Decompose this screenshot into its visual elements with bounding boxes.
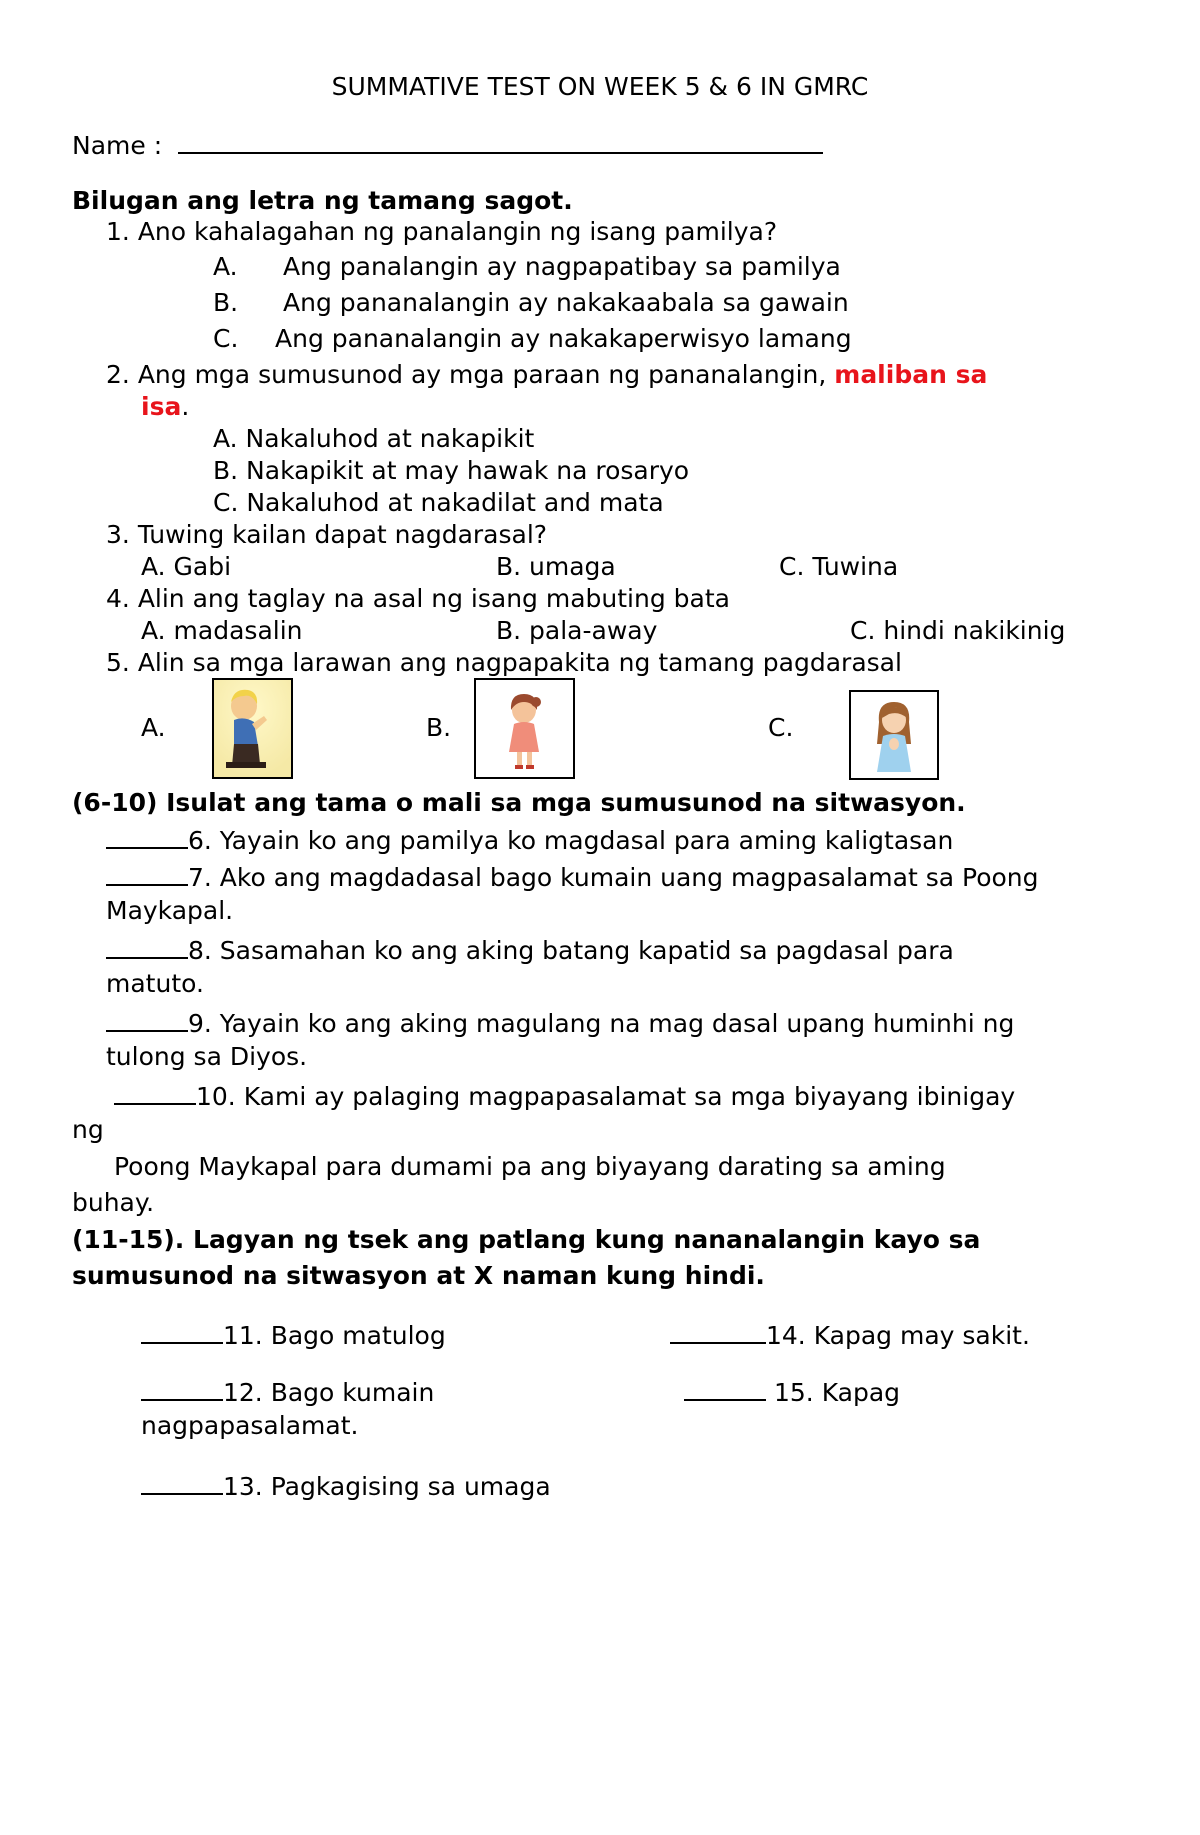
- q3-choice-a[interactable]: A. Gabi: [141, 552, 232, 581]
- item-8-text: 8. Sasamahan ko ang aking batang kapatid sa pagdasal para: [188, 936, 954, 965]
- item-9: [106, 1006, 1014, 1039]
- q2-continuation: [141, 392, 189, 422]
- part3-instruction-line2: sumusunod na sitwasyon at X naman kung hindi.: [72, 1261, 765, 1290]
- check-blank-12[interactable]: [141, 1375, 223, 1401]
- girl-praying-image[interactable]: [849, 690, 939, 780]
- item-6: [106, 823, 953, 856]
- item-15-text: 15. Kapag: [774, 1378, 901, 1407]
- q2-period: .: [181, 392, 190, 421]
- name-label: Name :: [72, 131, 163, 160]
- item-11-text: 11. Bago matulog: [223, 1321, 446, 1350]
- check-blank-14[interactable]: [670, 1318, 766, 1344]
- q1-choice-b[interactable]: [213, 288, 849, 318]
- item-8: [106, 933, 954, 966]
- name-field[interactable]: [178, 128, 823, 154]
- q1-choice-c-letter: C.: [213, 324, 239, 353]
- q1-text: Ano kahalagahan ng panalangin ng isang pamilya?: [137, 217, 778, 246]
- item-7-cont: Maykapal.: [106, 896, 234, 925]
- item-14: [670, 1318, 1030, 1351]
- q3-text: Tuwing kailan dapat nagdarasal?: [137, 520, 548, 549]
- q2-choice-a[interactable]: A. Nakaluhod at nakapikit: [213, 424, 535, 453]
- item-15: [684, 1375, 900, 1408]
- question-3: [106, 520, 547, 550]
- item-10-cont-2: Poong Maykapal para dumami pa ang biyayang darating sa aming: [114, 1152, 946, 1181]
- q1-choice-b-text: Ang pananalangin ay nakakaabala sa gawain: [283, 288, 849, 317]
- q2-text: Ang mga sumusunod ay mga paraan ng pananalangin,: [137, 360, 827, 389]
- q1-choice-a-text: Ang panalangin ay nagpapatibay sa pamilya: [283, 252, 841, 281]
- q4-choice-c[interactable]: C. hindi nakikinig: [850, 616, 1066, 645]
- q2-emphasis: maliban sa: [834, 360, 988, 389]
- answer-blank-7[interactable]: [106, 860, 188, 886]
- answer-blank-8[interactable]: [106, 933, 188, 959]
- item-13: [141, 1469, 551, 1502]
- check-blank-13[interactable]: [141, 1469, 223, 1495]
- q2-emphasis-cont: isa: [141, 392, 182, 421]
- q5-text: Alin sa mga larawan ang nagpapakita ng tamang pagdarasal: [137, 648, 902, 677]
- q4-choice-a[interactable]: A. madasalin: [141, 616, 303, 645]
- q5-choice-c[interactable]: C.: [768, 713, 794, 742]
- q5-choice-b[interactable]: B.: [426, 713, 452, 742]
- item-6-text: 6. Yayain ko ang pamilya ko magdasal para aming kaligtasan: [188, 826, 954, 855]
- question-1: [106, 217, 777, 247]
- item-10-text: 10. Kami ay palaging magpapasalamat sa mga biyayang ibinigay: [196, 1082, 1016, 1111]
- q3-choice-c[interactable]: C. Tuwina: [779, 552, 899, 581]
- q2-choice-b[interactable]: B. Nakapikit at may hawak na rosaryo: [213, 456, 690, 485]
- name-row: [72, 128, 823, 161]
- q5-number: 5.: [106, 648, 130, 677]
- q2-number: 2.: [106, 360, 130, 389]
- q1-choice-c[interactable]: [213, 324, 852, 354]
- item-14-text: 14. Kapag may sakit.: [766, 1321, 1030, 1350]
- page-title: SUMMATIVE TEST ON WEEK 5 & 6 IN GMRC: [331, 72, 869, 101]
- girl-standing-image[interactable]: [474, 678, 575, 779]
- item-8-cont: matuto.: [106, 969, 204, 998]
- item-10: [114, 1079, 1015, 1112]
- q3-choice-b[interactable]: B. umaga: [496, 552, 616, 581]
- check-blank-15[interactable]: [684, 1375, 766, 1401]
- item-13-text: 13. Pagkagising sa umaga: [223, 1472, 551, 1501]
- question-2: [106, 360, 987, 390]
- answer-blank-9[interactable]: [106, 1006, 188, 1032]
- item-12: [141, 1375, 434, 1408]
- item-9-cont: tulong sa Diyos.: [106, 1042, 308, 1071]
- part1-instruction: Bilugan ang letra ng tamang sagot.: [72, 186, 573, 215]
- q3-number: 3.: [106, 520, 130, 549]
- child-praying-kneeling-image[interactable]: [212, 678, 293, 779]
- item-9-text: 9. Yayain ko ang aking magulang na mag dasal upang huminhi ng: [188, 1009, 1015, 1038]
- item-10-cont-3: buhay.: [72, 1188, 155, 1217]
- q4-text: Alin ang taglay na asal ng isang mabuting bata: [137, 584, 730, 613]
- q1-choice-a[interactable]: [213, 252, 841, 282]
- answer-blank-10[interactable]: [114, 1079, 196, 1105]
- item-11: [141, 1318, 446, 1351]
- item-12-text: 12. Bago kumain: [223, 1378, 435, 1407]
- question-4: [106, 584, 730, 614]
- q2-choice-c[interactable]: C. Nakaluhod at nakadilat and mata: [213, 488, 664, 517]
- question-5: [106, 648, 902, 678]
- part2-instruction: (6-10) Isulat ang tama o mali sa mga sumusunod na sitwasyon.: [72, 788, 966, 817]
- q4-number: 4.: [106, 584, 130, 613]
- item-15-cont: nagpapasalamat.: [141, 1411, 359, 1440]
- q1-choice-c-text: Ang pananalangin ay nakakaperwisyo lamang: [275, 324, 852, 353]
- q1-number: 1.: [106, 217, 130, 246]
- answer-blank-6[interactable]: [106, 823, 188, 849]
- q1-choice-b-letter: B.: [213, 288, 239, 317]
- q4-choice-b[interactable]: B. pala-away: [496, 616, 658, 645]
- q1-choice-a-letter: A.: [213, 252, 238, 281]
- item-7-text: 7. Ako ang magdadasal bago kumain uang magpasalamat sa Poong: [188, 863, 1039, 892]
- item-7: [106, 860, 1039, 893]
- check-blank-11[interactable]: [141, 1318, 223, 1344]
- part3-instruction-line1: (11-15). Lagyan ng tsek ang patlang kung nananalangin kayo sa: [72, 1225, 981, 1254]
- q5-choice-a[interactable]: A.: [141, 713, 166, 742]
- item-10-cont-1: ng: [72, 1115, 104, 1144]
